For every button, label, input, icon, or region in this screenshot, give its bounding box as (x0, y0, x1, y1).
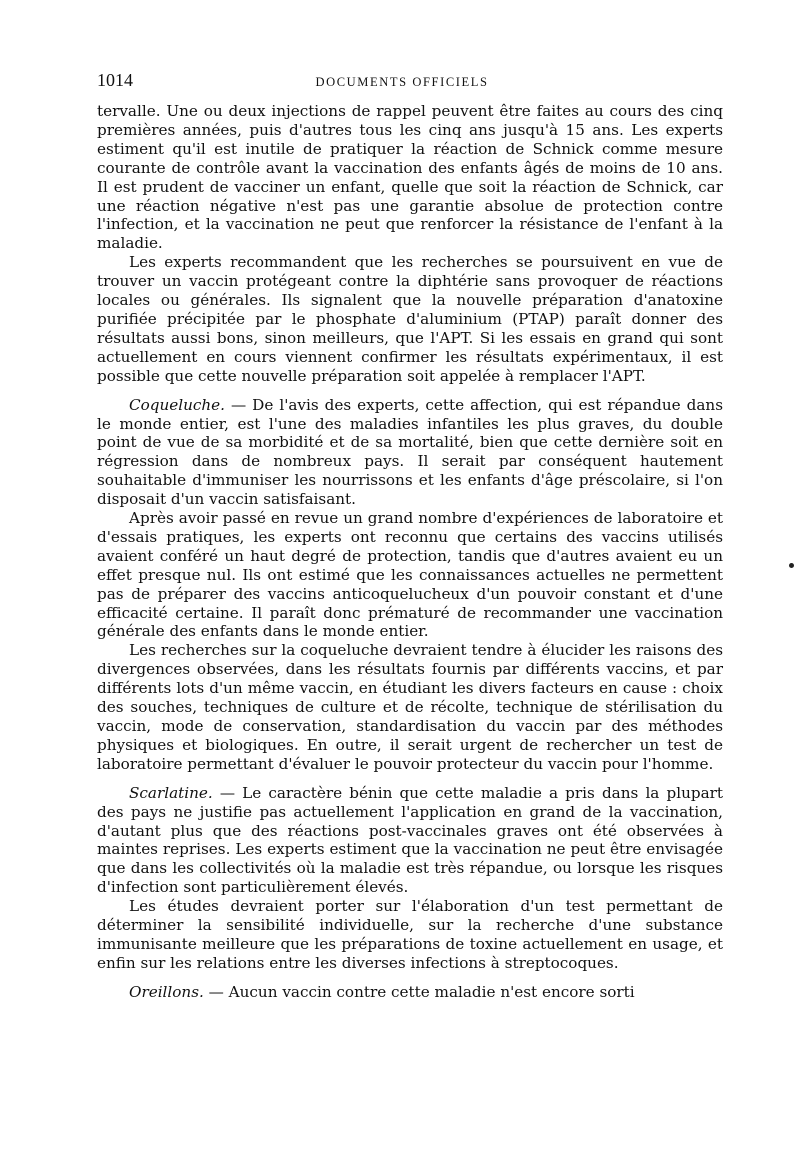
paragraph-text: tervalle. Une ou deux injections de rappel peuvent être faites au cours des cinq premières années, puis d'autres tous les cinq ans jusqu'à 15 ans. Les experts estiment qu'il est inutile de pratiquer la réaction de Schnick comme mesure courante de contrôle avant la vaccination des enfants âgés de moins de 10 ans. Il est prudent de vacciner un enfant, quelle que soit la réaction de Schnick, car une réaction négative n'est pas une garantie absolue de protection contre l'infection, et la vaccination ne peut que renforcer la résistance de l'enfant à la maladie. (97, 102, 723, 253)
paragraph-oreillons (97, 983, 723, 1002)
paragraph-coqueluche (97, 396, 723, 509)
paragraph-coqueluche-research (97, 641, 723, 773)
section-title-coqueluche: Coqueluche. (129, 395, 225, 414)
paragraph-text: — Le caractère bénin que cette maladie a pris dans la plupart des pays ne justifie pas actuellement l'application en grand de la vaccination, d'autant plus que des réactions post-vaccinales graves ont été observées à maintes reprises. Les experts estiment que la vaccination ne peut être envisagée que dans les collectivités où la maladie est très répandue, ou lorsque les risques d'infection sont particulièrement élevés. (97, 783, 723, 897)
paragraph-text: Les études devraient porter sur l'élaboration d'un test permettant de déterminer la sensibilité individuelle, sur la recherche d'une substance immunisante meilleure que les préparations de toxine actuellement en usage, et enfin sur les relations entre les diverses infections à streptocoques. (97, 897, 723, 972)
paragraph-text: Après avoir passé en revue un grand nombre d'expériences de laboratoire et d'essais pratiques, les experts ont reconnu que certains des vaccins utilisés avaient conféré un haut degré de protection, tandis que d'autres avaient eu un effet presque nul. Ils ont estimé que les connaissances actuelles ne permettent pas de préparer des vaccins anticoquelucheux d'un pouvoir constant et d'une efficacité certaine. Il paraît donc prématuré de recommander une vaccination générale des enfants dans le monde entier. (97, 509, 723, 641)
paragraph-diphtheria-continued (97, 102, 723, 253)
paragraph-text: Les experts recommandent que les recherches se poursuivent en vue de trouver un vaccin protégeant contre la diphtérie sans provoquer de réactions locales ou générales. Ils signalent que la nouvelle préparation d'anatoxine purifiée précipitée par le phosphate d'aluminium (PTAP) paraît donner des résultats aussi bons, sinon meilleurs, que l'APT. Si les essais en grand qui sont actuellement en cours viennent confirmer les résultats expérimentaux, il est possible que cette nouvelle préparation soit appelée à remplacer l'APT. (97, 253, 723, 385)
paragraph-text: Les recherches sur la coqueluche devraient tendre à élucider les raisons des divergences observées, dans les résultats fournis par différents vaccins, et par différents lots d'un même vaccin, en étudiant les divers facteurs en cause : choix des souches, techniques de culture et de récolte, technique de stérilisation du vaccin, mode de conservation, standardisation du vaccin par des méthodes physiques et biologiques. En outre, il serait urgent de rechercher un test de laboratoire permettant d'évaluer le pouvoir protecteur du vaccin pour l'homme. (97, 641, 723, 773)
running-header (97, 70, 720, 94)
paragraph-text: — De l'avis des experts, cette affection, qui est répandue dans le monde entier, est l'une des maladies infantiles les plus graves, du double point de vue de sa morbidité et de sa mortalité, bien que cette dernière soit en régression dans de nombreux pays. Il serait par conséquent hautement souhaitable d'immuniser les nourrissons et les enfants d'âge préscolaire, si l'on disposait d'un vaccin satisfaisant. (97, 395, 723, 509)
paragraph-diphtheria-research (97, 253, 723, 385)
paragraph-scarlatine-research (97, 897, 723, 973)
document-page (97, 70, 723, 1002)
page-number: 1014 (97, 70, 133, 90)
section-title-oreillons: Oreillons. (129, 982, 204, 1001)
paragraph-text: — Aucun vaccin contre cette maladie n'est encore sorti (203, 982, 635, 1001)
scan-speck (789, 563, 794, 568)
paragraph-scarlatine (97, 784, 723, 897)
header-title: DOCUMENTS OFFICIELS (315, 75, 489, 89)
section-title-scarlatine: Scarlatine. (129, 783, 213, 802)
body-text (97, 102, 723, 1002)
paragraph-coqueluche-trials (97, 509, 723, 641)
